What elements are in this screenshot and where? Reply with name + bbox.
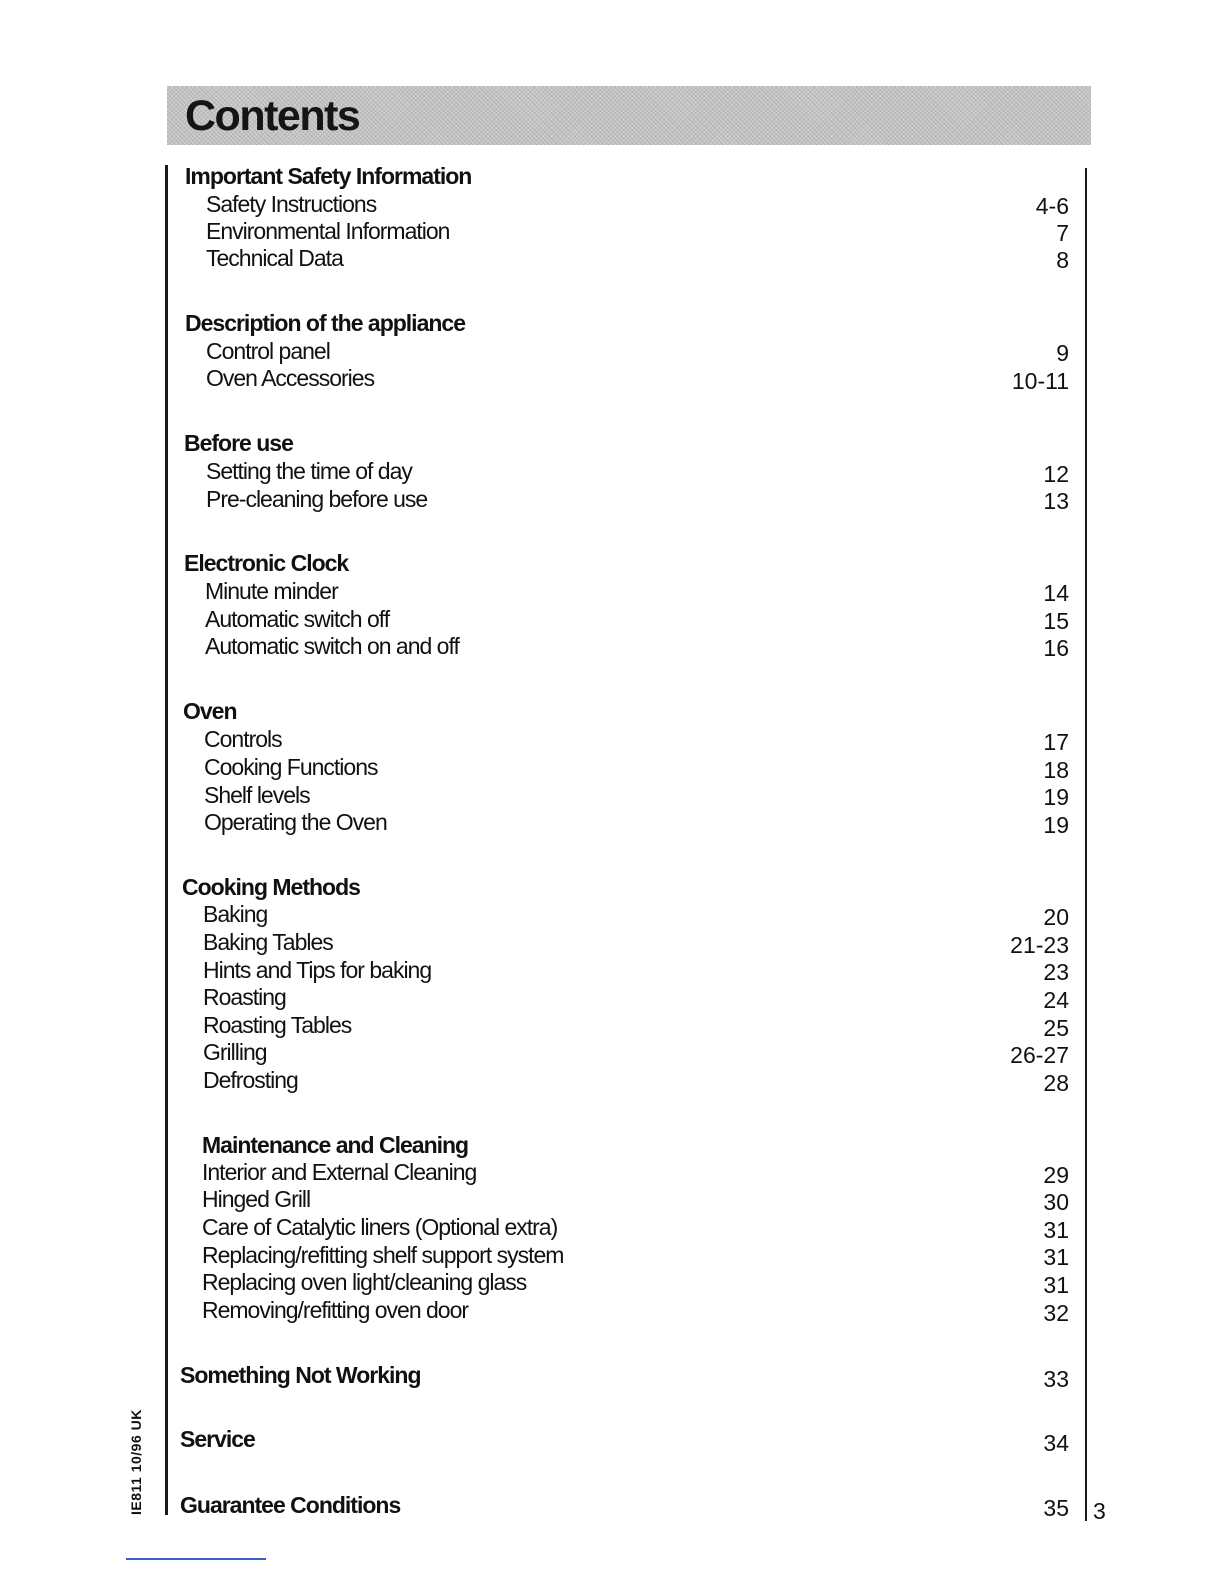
toc-page: 20 — [1043, 904, 1069, 930]
toc-page: 15 — [1043, 608, 1069, 634]
toc-item: Cooking Functions — [204, 754, 378, 780]
toc-item: Removing/refitting oven door — [202, 1297, 469, 1323]
toc-page: 29 — [1043, 1162, 1069, 1188]
toc-page: 32 — [1043, 1300, 1069, 1326]
toc-page: 34 — [1043, 1430, 1069, 1456]
toc-page: 9 — [1056, 340, 1069, 366]
toc-page: 35 — [1043, 1495, 1069, 1521]
section-heading: Description of the appliance — [185, 310, 465, 336]
toc-page: 14 — [1043, 580, 1069, 606]
toc-item: Roasting Tables — [203, 1012, 352, 1038]
left-rule — [165, 165, 168, 1515]
section-heading: Before use — [184, 430, 293, 456]
toc-item: Care of Catalytic liners (Optional extra) — [202, 1214, 558, 1240]
toc-item: Automatic switch on and off — [205, 633, 459, 659]
toc-item: Automatic switch off — [205, 606, 390, 632]
toc-item: Pre-cleaning before use — [206, 486, 428, 512]
toc-item: Setting the time of day — [206, 458, 412, 484]
toc-item: Operating the Oven — [204, 809, 387, 835]
toc-page: 21-23 — [1010, 932, 1069, 958]
toc-item: Controls — [204, 726, 282, 752]
toc-page: 17 — [1043, 729, 1069, 755]
toc-item: Control panel — [206, 338, 330, 364]
toc-page: 13 — [1043, 488, 1069, 514]
toc-page: 8 — [1056, 247, 1069, 273]
section-heading: Important Safety Information — [185, 163, 472, 189]
toc-page: 28 — [1043, 1070, 1069, 1096]
section-heading: Maintenance and Cleaning — [202, 1132, 469, 1158]
toc-item: Hints and Tips for baking — [203, 957, 432, 983]
toc-page: 26-27 — [1010, 1042, 1069, 1068]
toc-page: 24 — [1043, 987, 1069, 1013]
toc-item: Roasting — [203, 984, 286, 1010]
page-title: Contents — [185, 92, 360, 140]
toc-item: Technical Data — [206, 245, 343, 271]
toc-item: Replacing oven light/cleaning glass — [202, 1269, 527, 1295]
toc-page: 30 — [1043, 1189, 1069, 1215]
toc-page: 19 — [1043, 784, 1069, 810]
document-code: IE811 10/96 UK — [128, 1409, 144, 1515]
toc-page: 31 — [1043, 1272, 1069, 1298]
toc-page: 19 — [1043, 812, 1069, 838]
right-rule — [1085, 168, 1087, 1521]
toc-page: 31 — [1043, 1217, 1069, 1243]
section-heading: Oven — [183, 698, 237, 724]
section-heading: Cooking Methods — [182, 874, 360, 900]
toc-page: 4-6 — [1035, 193, 1069, 219]
toc-page: 12 — [1043, 461, 1069, 487]
toc-page: 23 — [1043, 959, 1069, 985]
toc-page: 31 — [1043, 1244, 1069, 1270]
toc-item: Defrosting — [203, 1067, 298, 1093]
toc-page: 25 — [1043, 1015, 1069, 1041]
page-number: 3 — [1093, 1498, 1106, 1524]
toc-page: 16 — [1043, 635, 1069, 661]
toc-item: Interior and External Cleaning — [202, 1159, 477, 1185]
section-heading: Something Not Working — [180, 1362, 421, 1388]
toc-item: Baking — [203, 901, 268, 927]
toc-page: 33 — [1043, 1366, 1069, 1392]
contents-banner — [167, 86, 1091, 145]
toc-page: 18 — [1043, 757, 1069, 783]
toc-item: Baking Tables — [203, 929, 333, 955]
toc-item: Environmental Information — [206, 218, 450, 244]
toc-item: Minute minder — [205, 578, 338, 604]
toc-item: Oven Accessories — [206, 365, 375, 391]
toc-item: Shelf levels — [204, 782, 310, 808]
toc-item: Replacing/refitting shelf support system — [202, 1242, 564, 1268]
toc-page: 7 — [1056, 220, 1069, 246]
section-heading: Guarantee Conditions — [180, 1492, 401, 1518]
toc-item: Grilling — [203, 1039, 267, 1065]
section-heading: Electronic Clock — [184, 550, 349, 576]
toc-item: Hinged Grill — [202, 1186, 311, 1212]
toc-item: Safety Instructions — [206, 191, 377, 217]
bottom-divider — [126, 1558, 266, 1560]
toc-page: 10-11 — [1011, 368, 1069, 394]
section-heading: Service — [180, 1426, 255, 1452]
